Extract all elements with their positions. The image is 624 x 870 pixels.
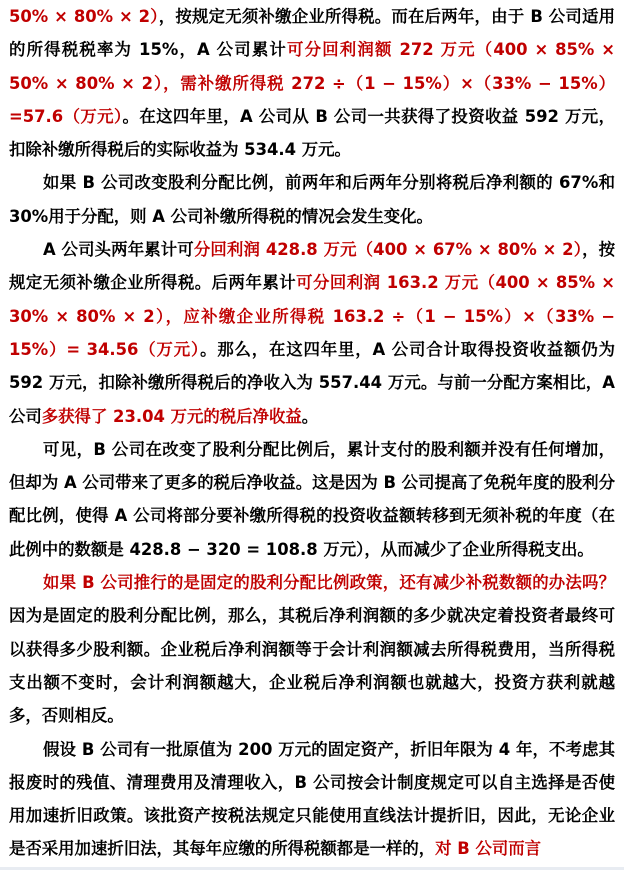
paragraph-4: [9, 433, 615, 566]
paragraph-6: [9, 733, 615, 866]
text-segment: 。: [301, 406, 319, 426]
text-segment: 假设 B 公司有一批原值为 200 万元的固定资产，折旧年限为 4 年，不考虑其报废时的残值、清理费用及清理收入，B 公司按会计制度规定可以自主选择是否使用加速折旧政策。该批资产按税法规定只能使用直线法计提折旧，因此，无论企业是否采用加速折旧法，其每年应缴的所得税额都是一样的，: [9, 739, 615, 859]
text-segment: 。在这四年里，A 公司从 B 公司一共获得了投资收益 592 万元，扣除补缴所得税后的实际收益为 534.4 万元。: [9, 106, 615, 160]
text-segment: ，按规定无须补缴企业所得税。后两年累计: [9, 240, 616, 293]
text-segment: 可见，B 公司在改变了股利分配比例后，累计支付的股利额并没有任何增加，但却为 A 公司带来了更多的税后净收益。这是因为 B 公司提高了免税年度的股利分配比例，使得 A 公司将部分要补缴所得税的投资收益额转移到无须补税的年度（在此例中的数额是 428.8 − 320 = 108.8 万元），从而减少了企业所得税支出。: [9, 439, 615, 559]
text-segment: 50% × 80% × 2）: [9, 7, 159, 26]
paragraph-3: [9, 233, 615, 433]
text-segment: A 公司头两年累计可: [43, 240, 194, 260]
paragraph-2: [9, 166, 615, 233]
document-page: [9, 0, 615, 866]
text-segment: 可分回利润额 272 万元（400 × 85% × 50% × 80% × 2），需补缴所得税 272 ÷（1 − 15%）×（33% − 15%）=57.6（万元）: [9, 40, 615, 126]
text-segment: 。那么，在这四年里，A 公司合计取得投资收益额仍为 592 万元，扣除补缴所得税后的净收入为 557.44 万元。与前一分配方案相比，A 公司: [9, 339, 615, 426]
text-segment: ，按规定无须补缴企业所得税。而在后两年，由于 B 公司适用的所得税税率为 15%，A 公司累计: [9, 7, 615, 60]
text-segment: 多获得了 23.04 万元的税后净收益: [41, 406, 302, 426]
text-segment: 如果 B 公司推行的是固定的股利分配比例政策，还有减少补税数额的办法吗？: [43, 573, 615, 593]
paragraph-1: [9, 0, 615, 166]
paragraph-5: [9, 566, 615, 732]
text-segment: 如果 B 公司改变股利分配比例，前两年和后两年分别将税后净利额的 67%和 30%用于分配，则 A 公司补缴所得税的情况会发生变化。: [9, 173, 615, 226]
text-segment: 因为是固定的股利分配比例，那么，其税后净利润额的多少就决定着投资者最终可以获得多少股利额。企业税后净利润额等于会计利润额减去所得税费用，当所得税支出额不变时，会计利润额越大，企业税后净利润额也就越大，投资方获利就越多，否则相反。: [9, 606, 615, 726]
text-segment: 可分回利润 163.2 万元（400 × 85% × 30% × 80% × 2），应补缴企业所得税 163.2 ÷（1 − 15%）×（33% − 15%）= 34.56（万元）: [9, 273, 615, 359]
text-segment: 对 B 公司而言: [435, 839, 542, 859]
text-segment: 分回利润 428.8 万元（400 × 67% × 80% × 2）: [193, 240, 583, 260]
